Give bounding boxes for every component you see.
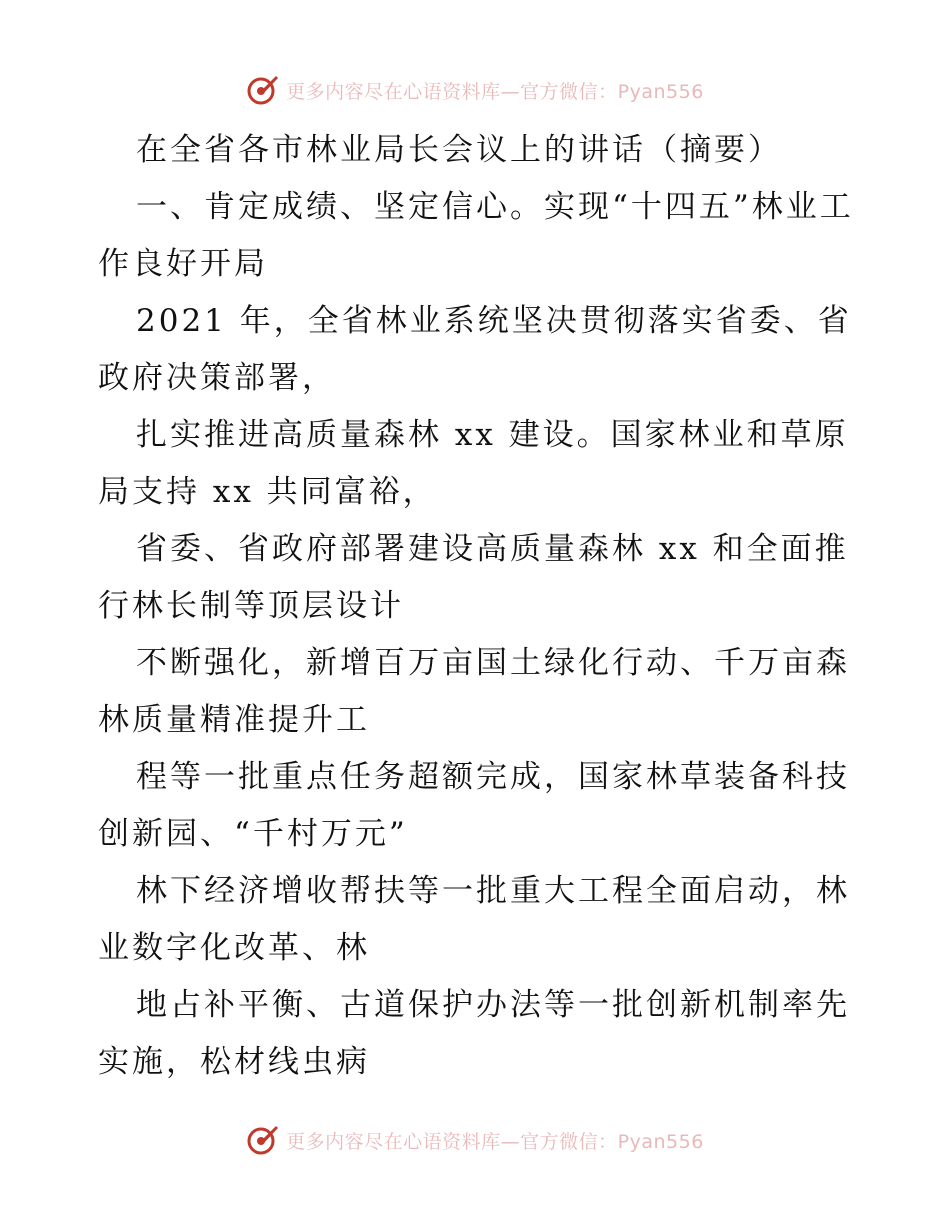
quill-pen-logo-icon	[246, 1123, 280, 1157]
paragraph-6: 程等一批重点任务超额完成，国家林草装备科技创新园、“千村万元”	[98, 759, 850, 852]
paragraph-2: 2021 年，全省林业系统坚决贯彻落实省委、省政府决策部署，	[98, 303, 852, 396]
paragraph-5: 不断强化，新增百万亩国土绿化行动、千万亩森林质量精准提升工	[98, 645, 850, 738]
document-title: 在全省各市林业局长会议上的讲话（摘要）	[136, 132, 782, 168]
watermark-text	[286, 1127, 704, 1154]
watermark-site-text: 更多内容尽在心语资料库—官方微信：	[286, 80, 618, 103]
paragraph-8: 地占补平衡、古道保护办法等一批创新机制率先实施，松材线虫病	[98, 987, 850, 1080]
watermark-account: Pyan556	[617, 1130, 704, 1153]
watermark-text	[286, 77, 704, 104]
paragraph-7: 林下经济增收帮扶等一批重大工程全面启动，林业数字化改革、林	[98, 873, 850, 966]
footer-watermark	[0, 1120, 950, 1160]
header-watermark	[0, 70, 950, 110]
watermark-account: Pyan556	[617, 80, 704, 103]
watermark-site-text: 更多内容尽在心语资料库—官方微信：	[286, 1130, 618, 1153]
document-body	[98, 122, 858, 1091]
paragraph-4: 省委、省政府部署建设高质量森林 xx 和全面推行林长制等顶层设计	[98, 531, 849, 624]
quill-pen-logo-icon	[246, 73, 280, 107]
paragraph-3: 扎实推进高质量森林 xx 建设。国家林业和草原局支持 xx 共同富裕，	[98, 417, 849, 510]
paragraph-1: 一、肯定成绩、坚定信心。实现“十四五”林业工作良好开局	[98, 189, 854, 282]
